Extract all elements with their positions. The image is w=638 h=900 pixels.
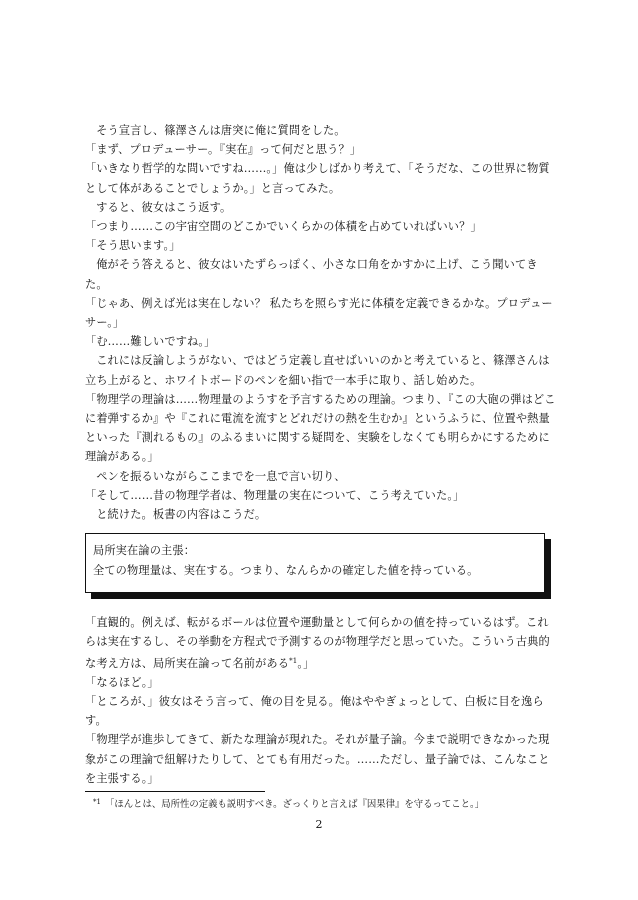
paragraph: と続けた。板書の内容はこうだ。 (96, 508, 267, 522)
paragraph: すると、彼女はこう返す。 (96, 200, 232, 214)
footnote-rule (85, 791, 265, 792)
paragraph: 「ところが、」彼女はそう言って、俺の目を見る。俺はややぎょっとして、白板に目を逸らす。 (85, 695, 544, 728)
theorem-box (85, 533, 557, 603)
paragraph: 「物理学の理論は……物理量のようすを予言するための理論。つまり、『この大砲の弾はどこに着弾するか』や『これに電流を流すとどれだけの熱を生むか』というふうに、位置や熱量といった『測れるもの』のふるまいに関する疑問を、実験をしなくても明らかにするために理論がある。」 (85, 392, 556, 464)
paragraph: 「そう思います。」 (85, 239, 181, 253)
paragraph: 「そして……昔の物理学者は、物理量の実在について、こう考えていた。」 (85, 488, 465, 502)
paragraph: 「む……難しいですね。」 (85, 335, 216, 349)
paragraph: ペンを振るいながらここまでを一息で言い切り、 (96, 469, 346, 483)
paragraph: これには反論しようがない、ではどう定義し直せばいいのかと考えていると、篠澤さんは立ち上がると、ホワイトボードのペンを細い指で一本手に取り、話し始めた。 (85, 354, 550, 387)
paragraph-end: 。」 (297, 656, 315, 670)
box-content (85, 533, 545, 593)
paragraph: 「つまり……この宇宙空間のどこかでいくらかの体積を占めていればいい？」 (85, 220, 482, 234)
footnote-reference[interactable]: *1 (289, 656, 298, 665)
paragraph (85, 613, 557, 673)
paragraph: 「なるほど。」 (85, 675, 159, 689)
paragraph: 俺がそう答えると、彼女はいたずらっぽく、小さな口角をかすかに上げ、こう聞いてきた。 (85, 258, 538, 291)
paragraph: そう宣言し、篠澤さんは唐突に俺に質問をした。 (96, 124, 346, 137)
box-body: 全ての物理量は、実在する。つまり、なんらかの確定した値を持っている。 (93, 564, 479, 578)
paragraph: 「物理学が進歩してきて、新たな理論が現れた。それが量子論。今まで説明できなかった現象がこの理論で紐解けたりして、とても有用だった。……ただし、量子論では、こんなことを主張する。」 (85, 733, 550, 785)
box-title: 局所実在論の主張： (93, 544, 196, 558)
paragraph: 「いきなり哲学的な問いですね……。」俺は少しばかり考えて、「そうだな、この世界に物質として体があることでしょうか。」と言ってみた。 (85, 162, 550, 195)
paragraph: 「じゃあ、例えば光は実在しない？ 私たちを照らす光に体積を定義できるかな。プロデューサー。」 (85, 296, 553, 330)
paragraph: 「まず、プロデューサー。『実在』って何だと思う？」 (85, 143, 362, 157)
page-number: 2 (315, 818, 323, 831)
footnote (85, 795, 555, 812)
footnote-mark: *1 (93, 798, 101, 806)
paragraph-text: 「直観的。例えば、転がるボールは位置や運動量として何らかの値を持っているはず。これらは実在するし、その挙動を方程式で予測するのが物理学だと思っていた。こういう古典的な考え方は、局所実在論って名前がある (85, 616, 550, 670)
body-text (85, 121, 557, 788)
footnote-text: 「ほんとは、局所性の定義も説明すべき。ざっくりと言えば『因果律』を守るってこと。」 (104, 799, 485, 810)
